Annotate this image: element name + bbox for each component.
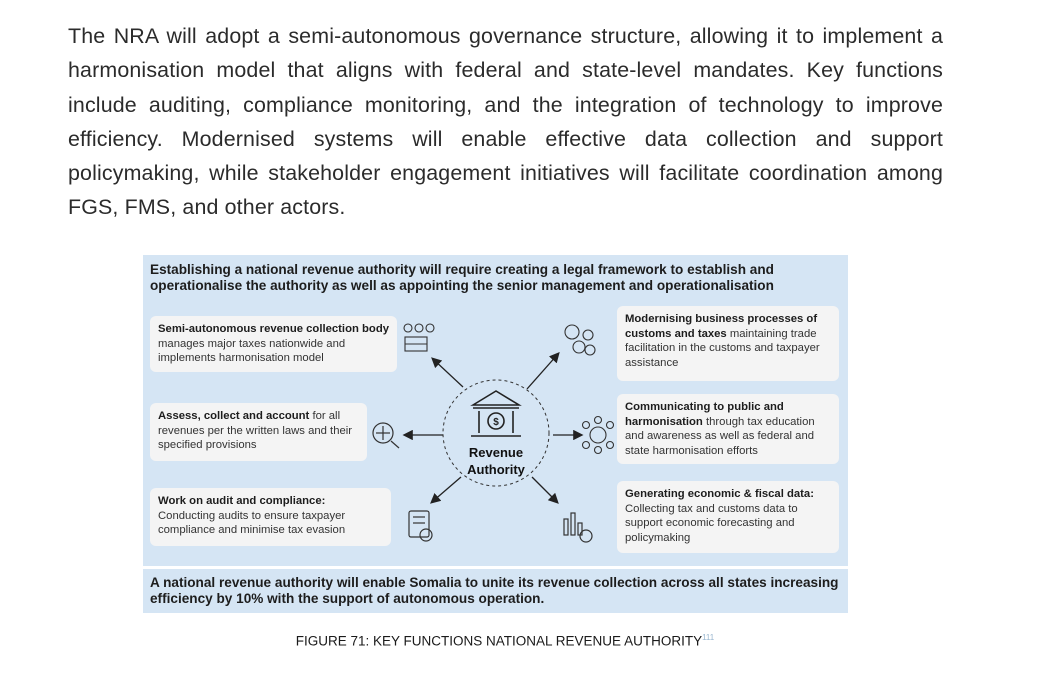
arrow-up-right xyxy=(527,354,558,389)
card-bold: Communicating to public and harmonisation xyxy=(625,401,784,428)
card-bold: Assess, collect and account xyxy=(158,410,310,422)
audit-document-icon xyxy=(409,511,432,541)
footer-text: A national revenue authority will enable Somalia to unite its revenue collection across all states increasing efficiency by 10% with the support of autonomous operation. xyxy=(150,575,839,606)
card-bold: Semi-autonomous revenue collection body xyxy=(158,323,389,335)
card-text: manages major taxes nationwide and implements harmonisation model xyxy=(158,337,346,364)
arrow-down-left xyxy=(432,477,461,502)
arrow-down-right xyxy=(532,477,557,502)
audit-magnifier-icon xyxy=(373,423,399,448)
figure-header: Establishing a national revenue authority will require creating a legal framework to establish and operationalise the authority as well as appointing the senior management and operationalisation xyxy=(150,262,774,293)
communication-network-icon xyxy=(583,417,614,454)
coins-network-icon xyxy=(404,324,434,351)
svg-text:$: $ xyxy=(493,417,499,428)
figure-panel xyxy=(143,255,848,566)
card-bold: Modernising business processes of customs and taxes xyxy=(625,313,818,340)
caption-footnote-ref[interactable]: 111 xyxy=(702,633,715,642)
figure-caption xyxy=(0,633,1010,649)
arrow-up-left xyxy=(433,359,463,387)
body-paragraph: The NRA will adopt a semi-autonomous governance structure, allowing it to implement a harmonisation model that aligns with federal and state-level mandates. Key functions include auditing, compliance monitoring, and the integration of technology to improve efficiency. Modernised systems will enable effective data collection and support policymaking, while stakeholder engagement initiatives will facilitate coordination among FGS, FMS, and other actors. xyxy=(68,24,943,220)
process-gears-icon xyxy=(565,325,595,355)
data-chart-icon xyxy=(564,513,592,542)
bank-icon xyxy=(471,391,521,436)
card-text: maintaining trade facilitation in the customs and taxpayer assistance xyxy=(625,327,820,369)
card-text: through tax education and awareness as well as federal and state harmonisation efforts xyxy=(625,415,815,457)
center-label-authority: Authority xyxy=(467,462,525,477)
card-bold: Generating economic & fiscal data: xyxy=(625,488,814,500)
figure-footer xyxy=(143,569,848,613)
center-label-revenue: Revenue xyxy=(468,445,524,460)
card-text: for all revenues per the written laws and their specified provisions xyxy=(158,410,353,451)
card-text: Conducting audits to ensure taxpayer compliance and minimise tax evasion xyxy=(158,509,346,536)
caption-text: FIGURE 71: KEY FUNCTIONS NATIONAL REVENUE AUTHORITY xyxy=(295,633,703,649)
card-text: Collecting tax and customs data to support economic forecasting and policymaking xyxy=(625,502,798,544)
card-bold: Work on audit and compliance: xyxy=(158,495,326,507)
arrows-diagram xyxy=(143,255,848,566)
